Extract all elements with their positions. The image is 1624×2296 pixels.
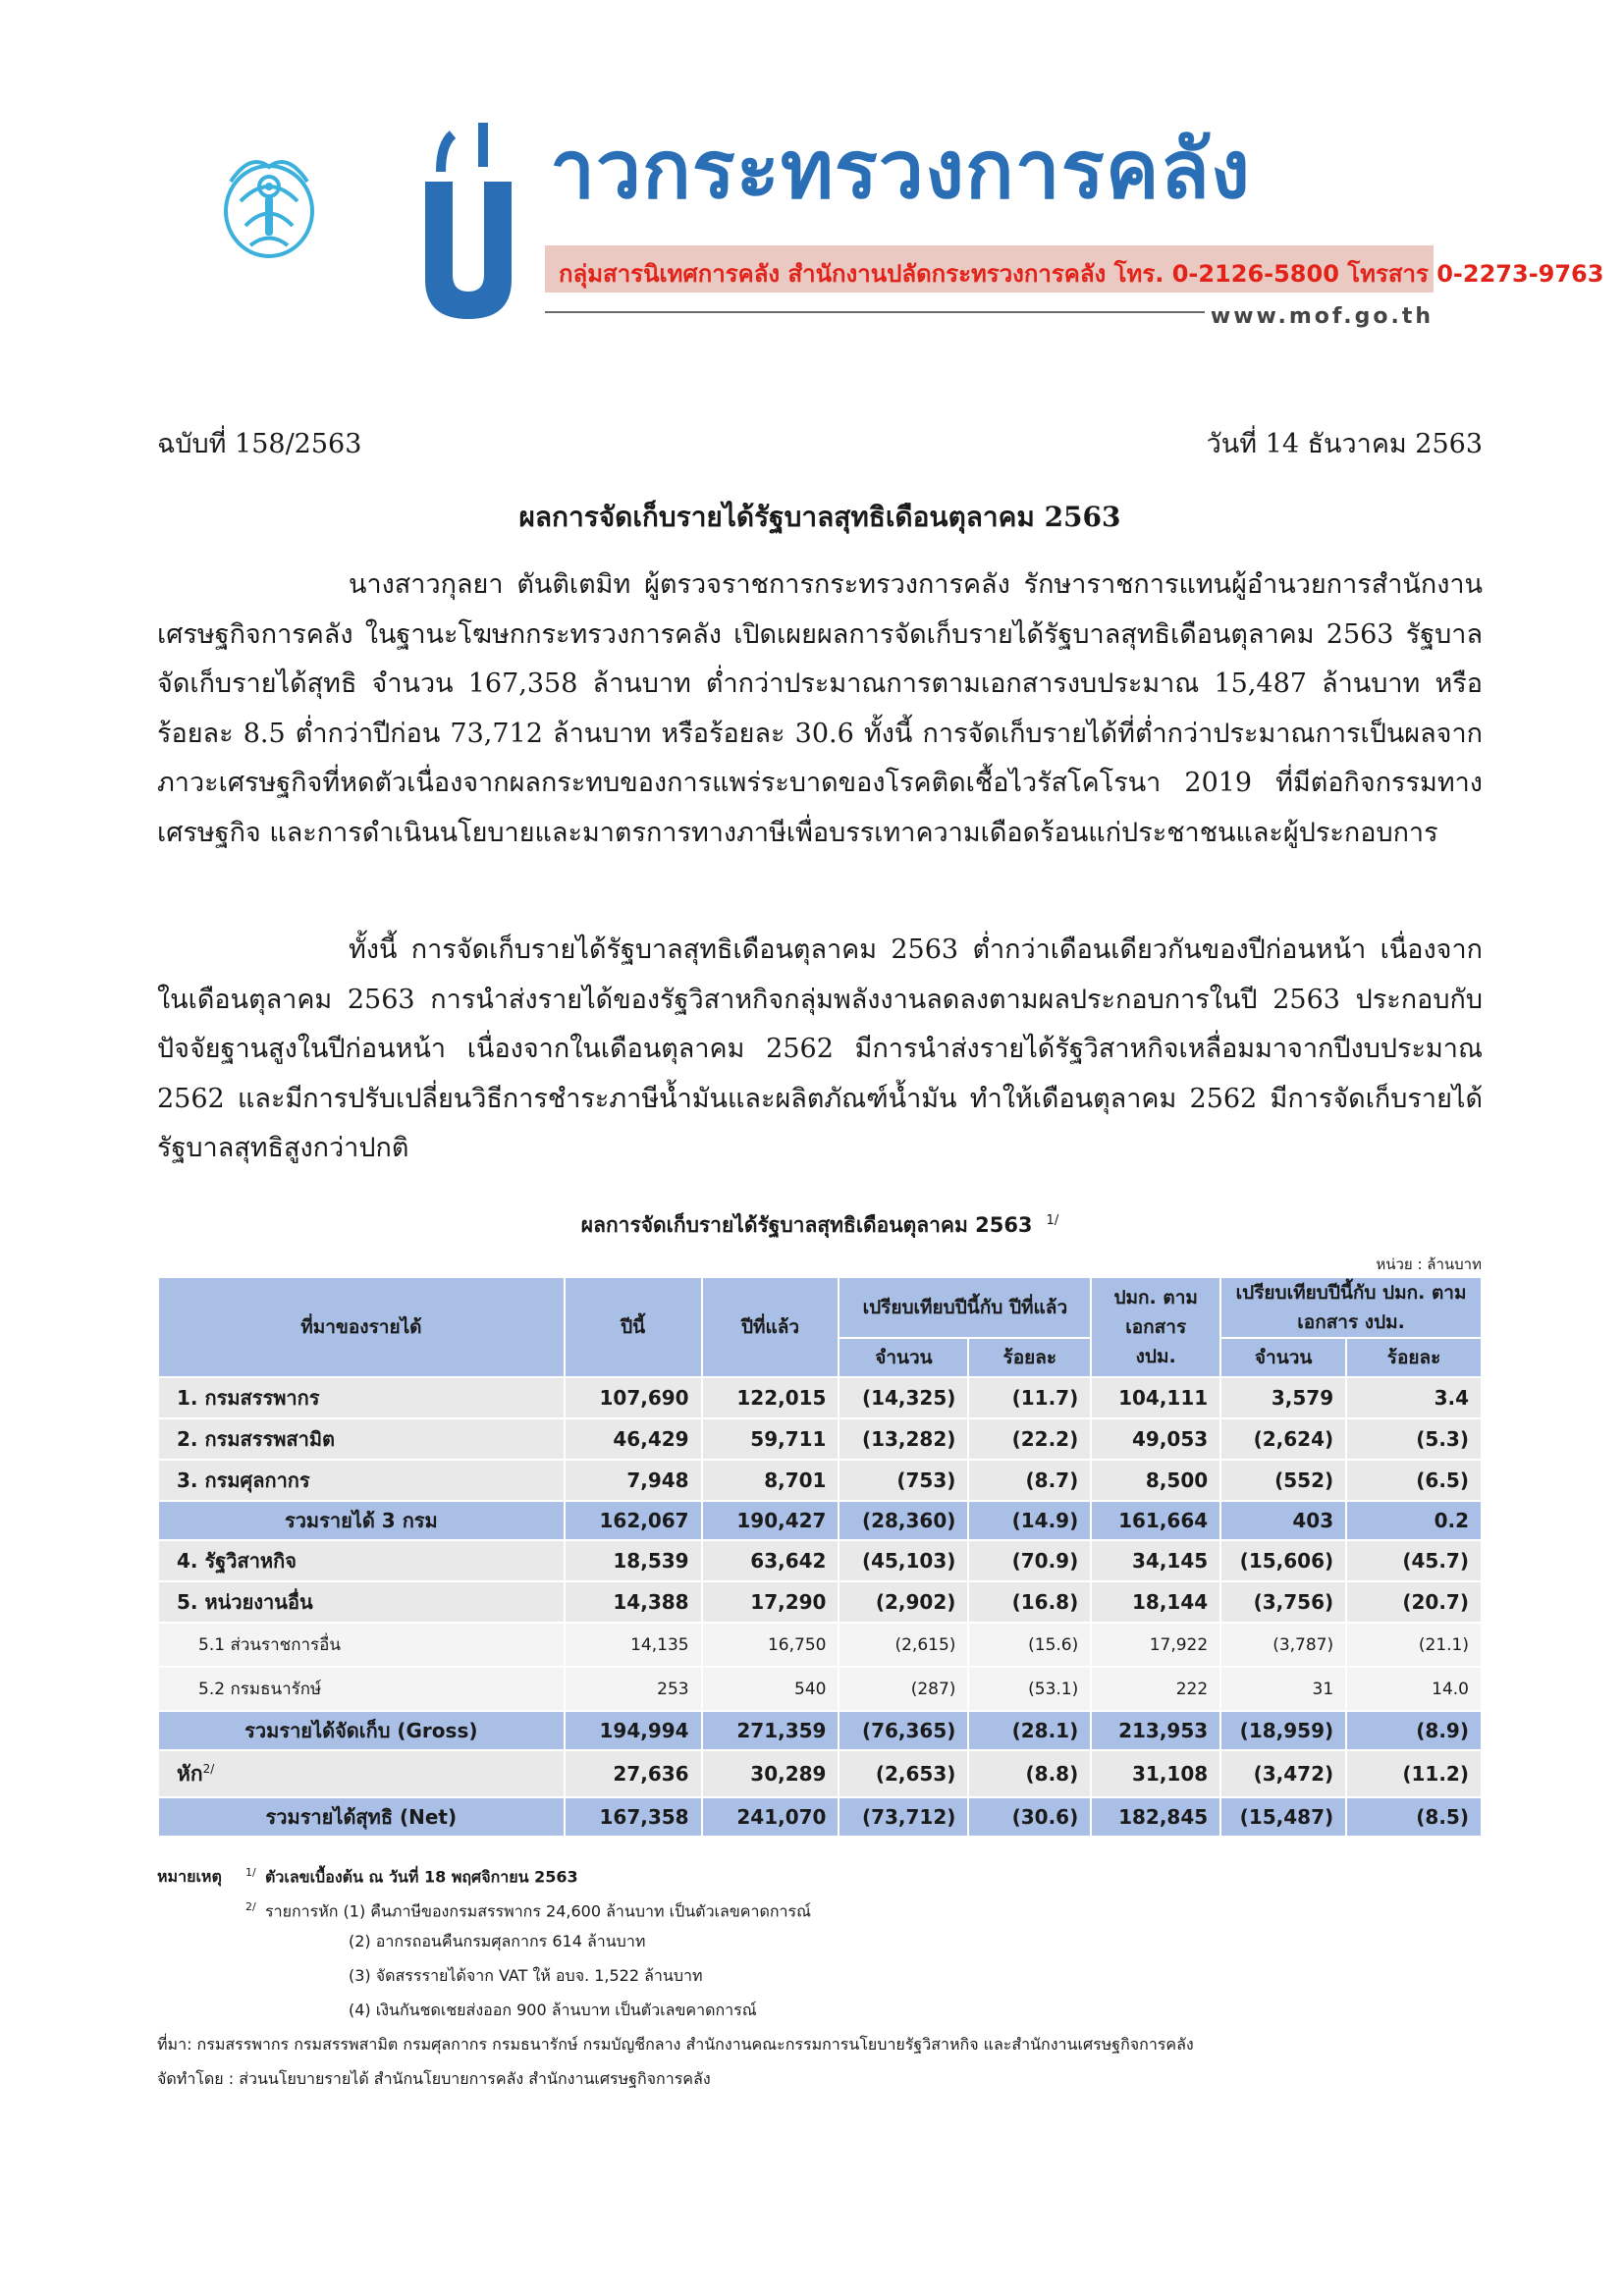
cell-diff-last-year: (13,282): [839, 1418, 968, 1460]
cell-pct-last-year: (53.1): [968, 1667, 1091, 1711]
cell-this-year: 14,135: [565, 1623, 702, 1667]
header-compare-last-year: เปรียบเทียบปีนี้กับ ปีที่แล้ว: [839, 1277, 1091, 1338]
cell-estimate: 8,500: [1091, 1460, 1220, 1501]
cell-this-year: 46,429: [565, 1418, 702, 1460]
cell-pct-estimate: (11.2): [1346, 1750, 1482, 1797]
row-label: 2. กรมสรรพสามิต: [158, 1418, 565, 1460]
cell-last-year: 59,711: [702, 1418, 839, 1460]
cell-diff-estimate: (3,787): [1220, 1623, 1346, 1667]
cell-pct-estimate: 14.0: [1346, 1667, 1482, 1711]
cell-this-year: 107,690: [565, 1377, 702, 1418]
notes-heading: หมายเหตุ: [157, 1867, 222, 1887]
cell-pct-estimate: (45.7): [1346, 1540, 1482, 1581]
note-2: [157, 1890, 1532, 1924]
cell-diff-estimate: 31: [1220, 1667, 1346, 1711]
cell-diff-estimate: (18,959): [1220, 1711, 1346, 1750]
paragraph-1: [157, 561, 1483, 858]
note-2-item: (2) อากรถอนคืนกรมศุลกากร 614 ล้านบาท: [349, 1932, 646, 1950]
masthead: [211, 103, 1604, 339]
row-label: [158, 1750, 565, 1797]
header-percent: ร้อยละ: [968, 1338, 1091, 1377]
deduction-label: หัก: [177, 1761, 203, 1786]
note-1: [157, 1855, 1532, 1890]
cell-diff-last-year: (753): [839, 1460, 968, 1501]
table-row: [158, 1540, 1482, 1581]
paragraph-1-text: นางสาวกุลยา ตันติเตมิท ผู้ตรวจราชการกระทรวงการคลัง รักษาราชการแทนผู้อำนวยการสำนักงานเศรษฐกิจการคลัง ในฐานะโฆษกกระทรวงการคลัง เปิดเผยผลการจัดเก็บรายได้รัฐบาลสุทธิเดือนตุลาคม 2563 รัฐบาลจัดเก็บรายได้สุทธิ จำนวน 167,358 ล้านบาท ต่ำกว่าประมาณการตามเอกสารงบประมาณ 15,487 ล้านบาท หรือร้อยละ 8.5 ต่ำกว่าปีก่อน 73,712 ล้านบาท หรือร้อยละ 30.6 ทั้งนี้ การจัดเก็บรายได้ที่ต่ำกว่าประมาณการเป็นผลจากภาวะเศรษฐกิจที่หดตัวเนื่องจากผลกระทบของการแพร่ระบาดของโรคติดเชื้อไวรัสโคโรนา 2019 ที่มีต่อกิจกรรมทางเศรษฐกิจ และการดำเนินนโยบายและมาตรการทางภาษีเพื่อบรรเทาความเดือดร้อนแก่ประชาชนและผู้ประกอบการ: [157, 569, 1483, 848]
table-row-subtotal: [158, 1501, 1482, 1540]
cell-pct-last-year: (8.8): [968, 1750, 1091, 1797]
cell-pct-estimate: (6.5): [1346, 1460, 1482, 1501]
row-label: 5.1 ส่วนราชการอื่น: [158, 1623, 565, 1667]
cell-diff-last-year: (287): [839, 1667, 968, 1711]
issue-date: วันที่ 14 ธันวาคม 2563: [1206, 429, 1483, 459]
table-row-sub: [158, 1623, 1482, 1667]
table-row-deduction: [158, 1750, 1482, 1797]
cell-pct-estimate: (8.9): [1346, 1711, 1482, 1750]
cell-last-year: 122,015: [702, 1377, 839, 1418]
cell-diff-estimate: (552): [1220, 1460, 1346, 1501]
cell-pct-last-year: (11.7): [968, 1377, 1091, 1418]
row-label: 3. กรมศุลกากร: [158, 1460, 565, 1501]
cell-pct-last-year: (28.1): [968, 1711, 1091, 1750]
cell-pct-estimate: (5.3): [1346, 1418, 1482, 1460]
cell-diff-last-year: (14,325): [839, 1377, 968, 1418]
cell-estimate: 18,144: [1091, 1581, 1220, 1623]
cell-estimate: 31,108: [1091, 1750, 1220, 1797]
cell-pct-last-year: (30.6): [968, 1797, 1091, 1837]
cell-last-year: 30,289: [702, 1750, 839, 1797]
cell-pct-estimate: (8.5): [1346, 1797, 1482, 1837]
row-label: 5.2 กรมธนารักษ์: [158, 1667, 565, 1711]
paragraph-2: [157, 926, 1483, 1174]
notes-section: [157, 1855, 1532, 2096]
note-2-mark: 2/: [245, 1900, 256, 1913]
cell-this-year: 253: [565, 1667, 702, 1711]
cell-estimate: 182,845: [1091, 1797, 1220, 1837]
prepared-by-line: จัดทำโดย : ส่วนนโยบายรายได้ สำนักนโยบายการคลัง สำนักงานเศรษฐกิจการคลัง: [157, 2069, 711, 2088]
table-row-sub: [158, 1667, 1482, 1711]
cell-pct-estimate: 0.2: [1346, 1501, 1482, 1540]
website-link[interactable]: www.mof.go.th: [1205, 304, 1434, 329]
cell-pct-estimate: (20.7): [1346, 1581, 1482, 1623]
cell-last-year: 540: [702, 1667, 839, 1711]
cell-pct-last-year: (14.9): [968, 1501, 1091, 1540]
garuda-emblem-icon: [211, 142, 327, 265]
cell-diff-estimate: (3,472): [1220, 1750, 1346, 1797]
row-label: 4. รัฐวิสาหกิจ: [158, 1540, 565, 1581]
note-1-text: ตัวเลขเบื้องต้น ณ วันที่ 18 พฤศจิกายน 2563: [265, 1867, 578, 1887]
row-label: รวมรายได้จัดเก็บ (Gross): [158, 1711, 565, 1750]
title-glyph-logo: [407, 123, 530, 324]
row-label: รวมรายได้สุทธิ (Net): [158, 1797, 565, 1837]
cell-estimate: 161,664: [1091, 1501, 1220, 1540]
table-title: [157, 1209, 1483, 1242]
cell-diff-estimate: (15,606): [1220, 1540, 1346, 1581]
cell-diff-last-year: (73,712): [839, 1797, 968, 1837]
cell-diff-last-year: (2,902): [839, 1581, 968, 1623]
cell-diff-estimate: 3,579: [1220, 1377, 1346, 1418]
cell-last-year: 8,701: [702, 1460, 839, 1501]
issue-number: ฉบับที่ 158/2563: [157, 429, 362, 459]
cell-diff-estimate: (3,756): [1220, 1581, 1346, 1623]
cell-diff-last-year: (45,103): [839, 1540, 968, 1581]
cell-this-year: 18,539: [565, 1540, 702, 1581]
cell-estimate: 34,145: [1091, 1540, 1220, 1581]
cell-last-year: 271,359: [702, 1711, 839, 1750]
cell-last-year: 190,427: [702, 1501, 839, 1540]
cell-pct-last-year: (22.2): [968, 1418, 1091, 1460]
cell-diff-last-year: (28,360): [839, 1501, 968, 1540]
header-estimate: ปมก. ตาม เอกสาร งปม.: [1091, 1277, 1220, 1377]
cell-estimate: 49,053: [1091, 1418, 1220, 1460]
deduction-note: 2/: [202, 1761, 215, 1776]
header-compare-estimate: เปรียบเทียบปีนี้กับ ปมก. ตามเอกสาร งปม.: [1220, 1277, 1482, 1338]
cell-estimate: 222: [1091, 1667, 1220, 1711]
cell-this-year: 27,636: [565, 1750, 702, 1797]
issue-row: [157, 422, 1483, 464]
cell-last-year: 17,290: [702, 1581, 839, 1623]
header-amount: จำนวน: [1220, 1338, 1346, 1377]
contact-bar: [545, 245, 1604, 293]
cell-pct-last-year: (70.9): [968, 1540, 1091, 1581]
contact-info: กลุ่มสารนิเทศการคลัง สำนักงานปลัดกระทรวงการคลัง โทร. 0-2126-5800 โทรสาร 0-2273-9763: [559, 260, 1604, 288]
note-2-item: (4) เงินกันชดเชยส่งออก 900 ล้านบาท เป็นตัวเลขคาดการณ์: [349, 2001, 757, 2019]
cell-diff-estimate: 403: [1220, 1501, 1346, 1540]
header-source: ที่มาของรายได้: [158, 1277, 565, 1377]
cell-diff-last-year: (76,365): [839, 1711, 968, 1750]
cell-diff-last-year: (2,615): [839, 1623, 968, 1667]
cell-last-year: 63,642: [702, 1540, 839, 1581]
headline: ผลการจัดเก็บรายได้รัฐบาลสุทธิเดือนตุลาคม 2563: [518, 501, 1121, 533]
cell-estimate: 17,922: [1091, 1623, 1220, 1667]
header-percent: ร้อยละ: [1346, 1338, 1482, 1377]
cell-pct-last-year: (16.8): [968, 1581, 1091, 1623]
cell-estimate: 213,953: [1091, 1711, 1220, 1750]
cell-diff-estimate: (2,624): [1220, 1418, 1346, 1460]
cell-this-year: 194,994: [565, 1711, 702, 1750]
cell-pct-estimate: 3.4: [1346, 1377, 1482, 1418]
table-unit: หน่วย : ล้านบาท: [1376, 1255, 1482, 1273]
cell-this-year: 14,388: [565, 1581, 702, 1623]
row-label: 5. หน่วยงานอื่น: [158, 1581, 565, 1623]
source-line: ที่มา: กรมสรรพากร กรมสรรพสามิต กรมศุลกากร กรมธนารักษ์ กรมบัญชีกลาง สำนักงานคณะกรรมการนโยบายรัฐวิสาหกิจ และสำนักงานเศรษฐกิจการคลัง: [157, 2035, 1194, 2054]
masthead-title: าวกระทรวงการคลัง: [550, 124, 1251, 217]
cell-this-year: 162,067: [565, 1501, 702, 1540]
table-row: [158, 1418, 1482, 1460]
paragraph-2-text: ทั้งนี้ การจัดเก็บรายได้รัฐบาลสุทธิเดือนตุลาคม 2563 ต่ำกว่าเดือนเดียวกันของปีก่อนหน้า เนื่องจากในเดือนตุลาคม 2563 การนำส่งรายได้ของรัฐวิสาหกิจกลุ่มพลังงานลดลงตามผลประกอบการในปี 2563 ประกอบกับปัจจัยฐานสูงในปีก่อนหน้า เนื่องจากในเดือนตุลาคม 2562 มีการนำส่งรายได้รัฐวิสาหกิจเหลื่อมมาจากปีงบประมาณ 2562 และมีการปรับเปลี่ยนวิธีการชำระภาษีน้ำมันและผลิตภัณฑ์น้ำมัน ทำให้เดือนตุลาคม 2562 มีการจัดเก็บรายได้รัฐบาลสุทธิสูงกว่าปกติ: [157, 934, 1483, 1163]
header-last-year: ปีที่แล้ว: [702, 1277, 839, 1377]
cell-pct-last-year: (15.6): [968, 1623, 1091, 1667]
cell-last-year: 16,750: [702, 1623, 839, 1667]
table-row: [158, 1581, 1482, 1623]
row-label: 1. กรมสรรพากร: [158, 1377, 565, 1418]
note-2-item: (3) จัดสรรรายได้จาก VAT ให้ อบจ. 1,522 ล้านบาท: [349, 1966, 703, 1985]
cell-this-year: 167,358: [565, 1797, 702, 1837]
note-2-text: รายการหัก (1) คืนภาษีของกรมสรรพากร 24,600 ล้านบาท เป็นตัวเลขคาดการณ์: [265, 1901, 811, 1921]
note-1-mark: 1/: [245, 1866, 256, 1879]
cell-last-year: 241,070: [702, 1797, 839, 1837]
table-row-net-total: [158, 1797, 1482, 1837]
header-this-year: ปีนี้: [565, 1277, 702, 1377]
table-row-gross-total: [158, 1711, 1482, 1750]
revenue-table: [157, 1276, 1483, 1838]
cell-this-year: 7,948: [565, 1460, 702, 1501]
table-row: [158, 1460, 1482, 1501]
cell-estimate: 104,111: [1091, 1377, 1220, 1418]
table-title-note: 1/: [1046, 1213, 1059, 1228]
cell-pct-last-year: (8.7): [968, 1460, 1091, 1501]
table-title-text: ผลการจัดเก็บรายได้รัฐบาลสุทธิเดือนตุลาคม 2563: [580, 1213, 1033, 1237]
cell-pct-estimate: (21.1): [1346, 1623, 1482, 1667]
row-label: รวมรายได้ 3 กรม: [158, 1501, 565, 1540]
cell-diff-estimate: (15,487): [1220, 1797, 1346, 1837]
header-amount: จำนวน: [839, 1338, 968, 1377]
cell-diff-last-year: (2,653): [839, 1750, 968, 1797]
table-row: [158, 1377, 1482, 1418]
